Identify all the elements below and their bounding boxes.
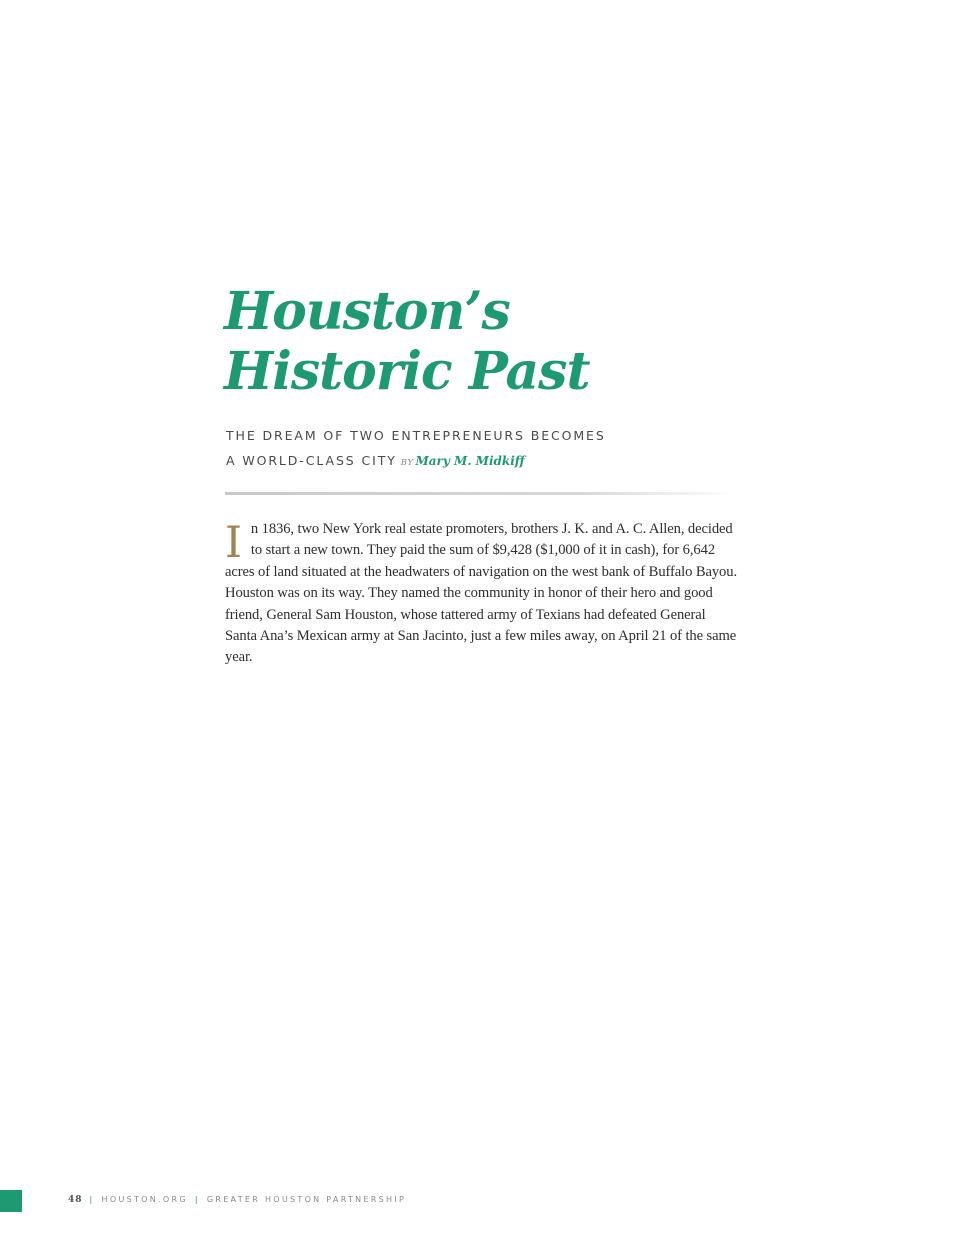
article-body-paragraph [225,519,737,669]
section-divider [225,492,737,495]
drop-cap: I [225,518,242,568]
footer-separator: | [194,1195,200,1204]
article-subtitle [226,423,746,476]
article-title [224,282,744,402]
subtitle-line-2-with-byline [226,448,746,476]
byline-author: Mary M. Midkiff [415,454,525,468]
page-footer [68,1195,406,1205]
article-title-line-1: Houston’s [224,281,510,342]
footer-website: HOUSTON.ORG [101,1195,188,1204]
article-title-line-2: Historic Past [224,341,590,402]
footer-organization: GREATER HOUSTON PARTNERSHIP [206,1195,407,1204]
footer-green-tab [0,1190,22,1212]
footer-separator: | [89,1195,95,1204]
article-body-text: n 1836, two New York real estate promoters, brothers J. K. and A. C. Allen, decided to start a new town. They paid the sum of $9,428 ($1,000 of it in cash), for 6,642 acres of land situated at the headwaters of navigation on the west bank of Buffalo Bayou. Houston was on its way. They named the community in honor of their hero and good friend, General Sam Houston, whose tattered army of Texians had defeated General Santa Ana’s Mexican army at San Jacinto, just a few miles away, on April 21 of the same year. [225,521,737,666]
subtitle-line-2: A WORLD-CLASS CITY [226,453,397,468]
page-number: 48 [68,1195,83,1205]
subtitle-line-1: THE DREAM OF TWO ENTREPRENEURS BECOMES [226,428,606,443]
byline-label: BY [400,458,414,468]
